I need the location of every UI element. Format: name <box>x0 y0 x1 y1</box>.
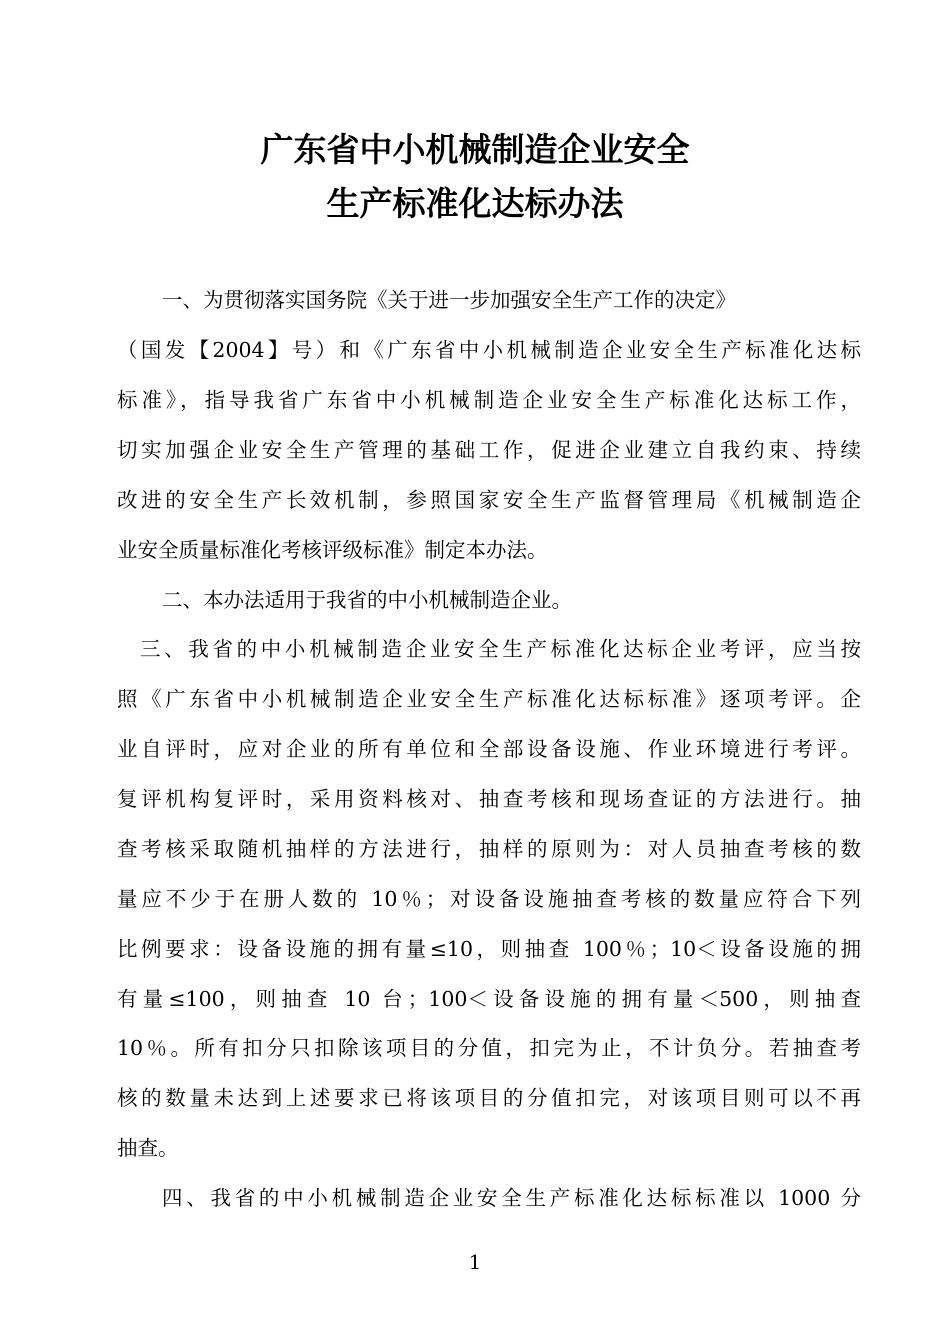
paragraph-3-line-9: 10％。所有扣分只扣除该项目的分值，扣完为止，不计负分。若抽查考 <box>117 1036 861 1060</box>
paragraph-3-line-4: 复评机构复评时，采用资料核对、抽查考核和现场查证的方法进行。抽 <box>117 787 861 811</box>
paragraph-3-line-8: 有量≤100，则抽查 10 台；100＜设备设施的拥有量＜500，则抽查 <box>117 987 861 1011</box>
document-title-line-1: 广东省中小机械制造企业安全 <box>260 130 690 169</box>
paragraph-1-line-4: 切实加强企业安全生产管理的基础工作，促进企业建立自我约束、持续 <box>117 438 861 462</box>
paragraph-1-line-6: 业安全质量标准化考核评级标准》制定本办法。 <box>117 538 548 562</box>
paragraph-1-line-3: 标准》，指导我省广东省中小机械制造企业安全生产标准化达标工作， <box>117 388 861 412</box>
paragraph-1-line-2: （国发【2004】号）和《广东省中小机械制造企业安全生产标准化达标 <box>117 338 861 362</box>
page-number: 1 <box>468 1250 482 1274</box>
paragraph-3-line-1: 三、我省的中小机械制造企业安全生产标准化达标企业考评，应当按 <box>140 637 861 661</box>
paragraph-3-line-6: 量应不少于在册人数的 10％；对设备设施抽查考核的数量应符合下列 <box>117 887 861 911</box>
paragraph-3-line-7: 比例要求：设备设施的拥有量≤10，则抽查 100％；10＜设备设施的拥 <box>117 937 861 961</box>
document-title-line-2: 生产标准化达标办法 <box>326 184 624 223</box>
paragraph-1-line-1: 一、为贯彻落实国务院《关于进一步加强安全生产工作的决定》 <box>162 288 736 312</box>
paragraph-2-line-1: 二、本办法适用于我省的中小机械制造企业。 <box>162 588 572 612</box>
paragraph-1-line-5: 改进的安全生产长效机制，参照国家安全生产监督管理局《机械制造企 <box>117 488 861 512</box>
paragraph-3-line-3: 业自评时，应对企业的所有单位和全部设备设施、作业环境进行考评。 <box>117 737 861 761</box>
paragraph-4-line-1: 四、我省的中小机械制造企业安全生产标准化达标标准以 1000 分 <box>162 1186 861 1210</box>
paragraph-3-line-10: 核的数量未达到上述要求已将该项目的分值扣完，对该项目则可以不再 <box>117 1086 861 1110</box>
paragraph-3-line-2: 照《广东省中小机械制造企业安全生产标准化达标标准》逐项考评。企 <box>117 687 861 711</box>
paragraph-3-line-11: 抽查。 <box>117 1136 179 1160</box>
paragraph-3-line-5: 查考核采取随机抽样的方法进行，抽样的原则为：对人员抽查考核的数 <box>117 837 861 861</box>
